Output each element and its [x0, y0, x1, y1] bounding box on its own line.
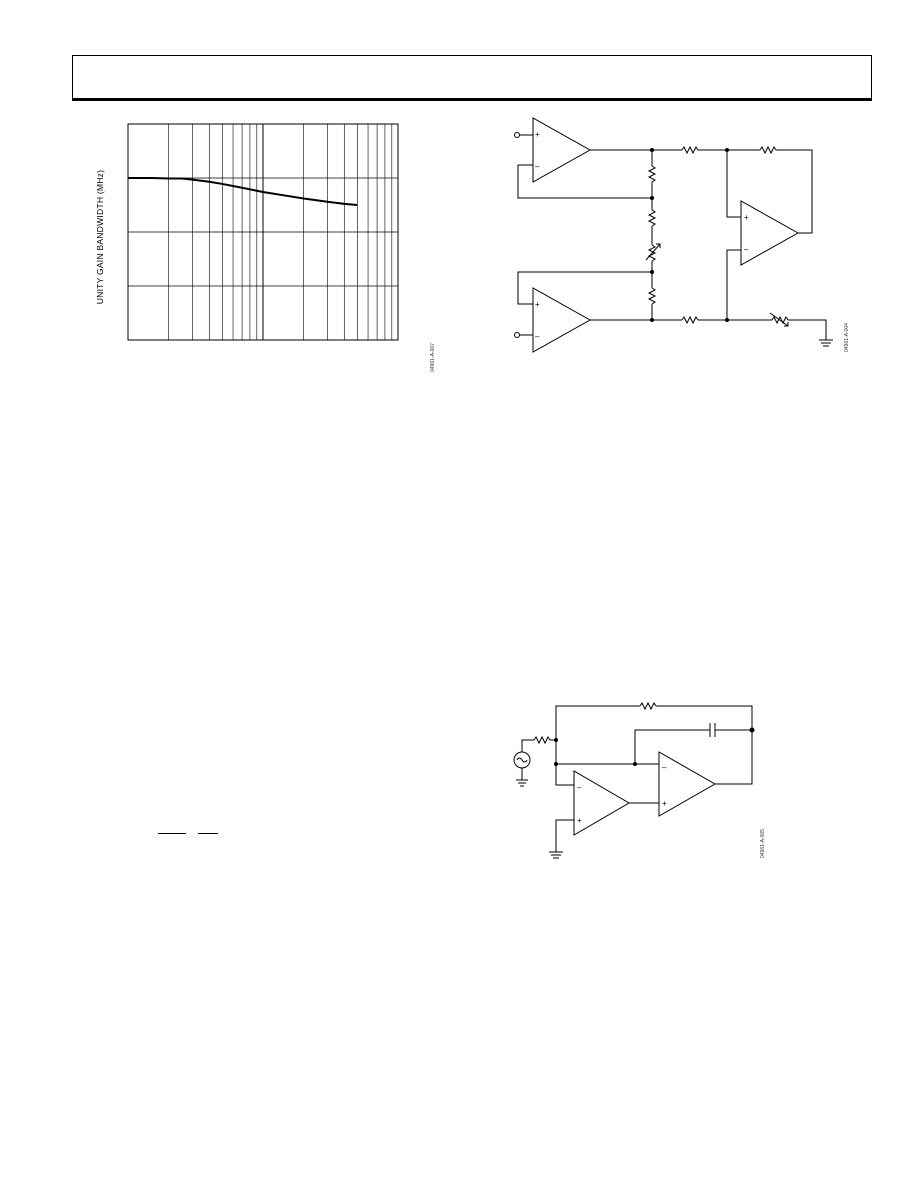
- integrator-amp1-minus: –: [577, 783, 582, 792]
- opamp-bottom-plus: +: [535, 300, 540, 309]
- ground-symbol-integrator: [549, 852, 563, 858]
- inverting-op-amp: [574, 771, 629, 835]
- ac-signal-source: [514, 752, 530, 768]
- chart-y-axis-label: UNITY GAIN BANDWIDTH (MHz): [95, 169, 105, 305]
- diffamp-plus: +: [744, 213, 749, 222]
- equation-fraction-bar-1: [158, 833, 186, 834]
- opamp-top-minus: –: [535, 162, 540, 171]
- integrator-amp1-plus: +: [577, 816, 582, 825]
- diffamp-minus: –: [744, 245, 749, 254]
- integrator-op-amp: [659, 752, 715, 816]
- input-resistor: [534, 737, 550, 743]
- instrumentation-amp-figure-code: 04961-A-004: [844, 323, 850, 352]
- opamp-bottom-minus: –: [535, 332, 540, 341]
- integrator-amp2-minus: –: [662, 763, 667, 772]
- equation-fraction-bar-2: [198, 833, 218, 834]
- opamp-top-plus: +: [535, 130, 540, 139]
- integrator-figure-code: 04961-A-005: [760, 829, 766, 858]
- integrating-capacitor: [710, 723, 715, 737]
- chart-figure-code: 04961-A-007: [430, 343, 436, 372]
- feedback-resistor-integrator: [640, 703, 656, 709]
- ground-symbol-source: [516, 780, 528, 786]
- integrator-amp2-plus: +: [662, 799, 667, 808]
